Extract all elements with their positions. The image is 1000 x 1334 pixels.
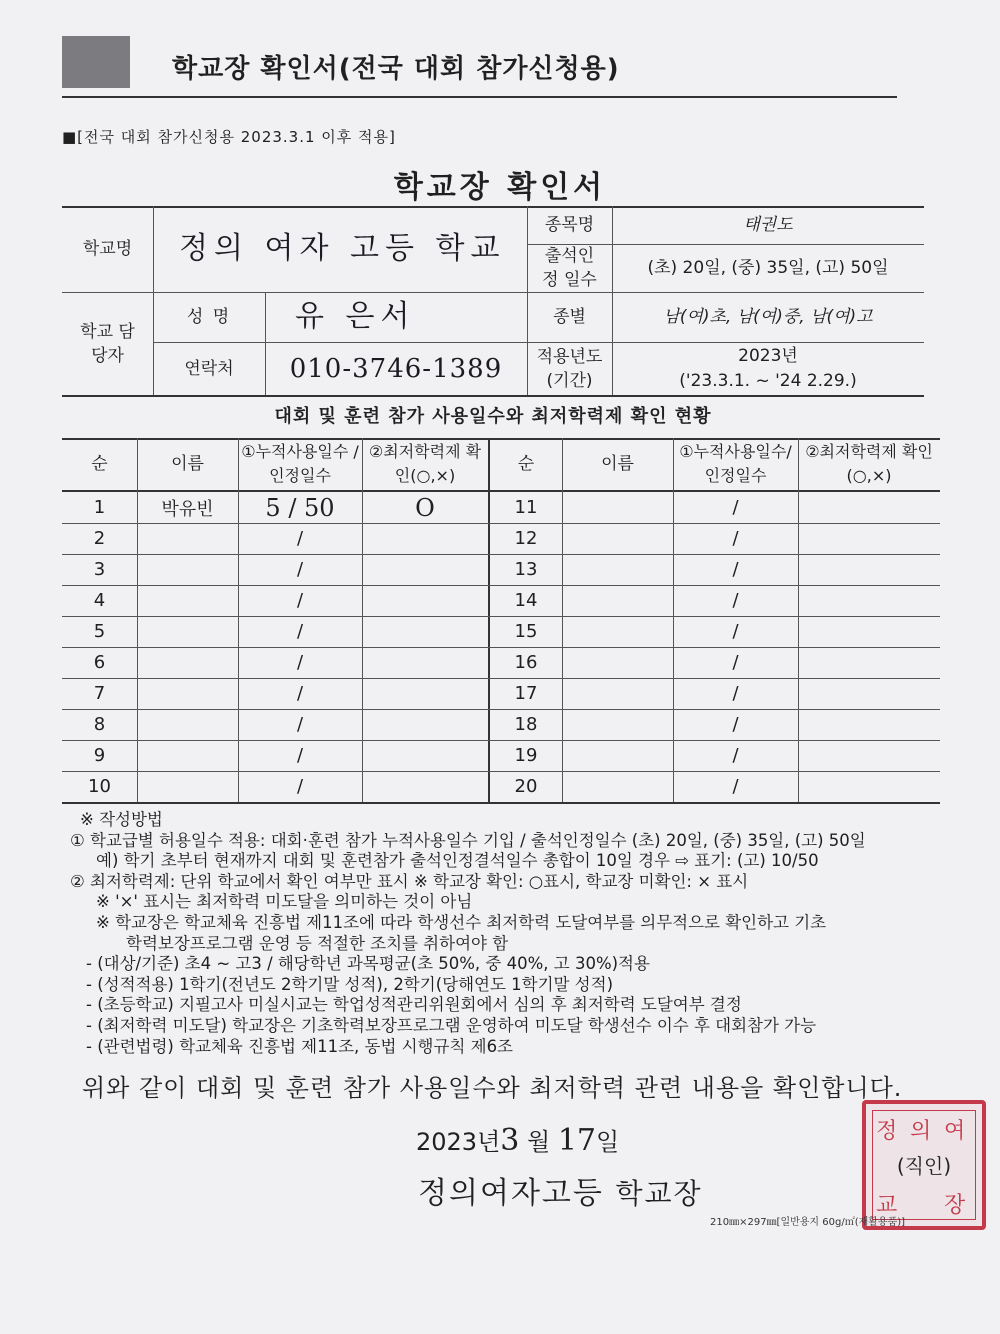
note-line: ※ 작성방법 <box>80 810 163 829</box>
note-line: ※ '×' 표시는 최저학력 미도달을 의미하는 것이 아님 <box>96 892 473 912</box>
header-title: 학교장 확인서(전국 대회 참가신청용) <box>172 54 620 84</box>
seal-label: (직인) <box>896 1154 952 1178</box>
row-check <box>362 616 488 647</box>
note-line: ② 최저학력제: 단위 학교에서 확인 여부만 표시 ※ 학교장 확인: ○표시, 학교장 미확인: × 표시 <box>70 871 749 891</box>
confirmation-text: 위와 같이 대회 및 훈련 참가 사용일수와 최저학력 관련 내용을 확인합니다. <box>82 1074 903 1102</box>
row-number: 6 <box>93 652 106 673</box>
row-days: / <box>296 745 304 766</box>
row-check: O <box>415 493 435 522</box>
row-name <box>137 771 238 802</box>
row-number: 17 <box>514 683 538 704</box>
row-days: / <box>732 497 739 518</box>
date-year: 2023년 <box>416 1128 501 1156</box>
principal-school: 정의여자고등 <box>418 1176 604 1211</box>
header-no: 순 <box>91 454 108 474</box>
note-line: 학력보장프로그램 운영 등 적절한 조치를 취하여야 함 <box>126 933 509 953</box>
school-label: 학교명 <box>82 239 133 259</box>
row-number: 10 <box>88 776 111 797</box>
header-days-right: ①누적사용일수/ 인정일수 <box>679 442 792 485</box>
paper-spec: 210㎜×297㎜[일반용지 60g/㎡(재활용품)] <box>710 1217 906 1228</box>
note-line: - (관련법령) 학교체육 진흥법 제11조, 동법 시행규칙 제6조 <box>86 1036 513 1056</box>
date-month-unit: 월 <box>527 1128 551 1156</box>
year-value: 2023년 <box>738 346 798 366</box>
row-number: 5 <box>93 621 106 642</box>
row-days: / <box>296 714 304 735</box>
row-check <box>362 678 488 709</box>
header-no-right: 순 <box>517 454 535 474</box>
official-seal: 정 의 여 교 장 (직인) <box>862 1100 986 1230</box>
header-name-right: 이름 <box>601 454 634 474</box>
row-check <box>362 647 488 678</box>
period-value: ('23.3.1. ~ '24 2.29.) <box>679 371 857 391</box>
row-name <box>137 616 238 647</box>
row-days: / <box>296 528 304 549</box>
note-line: - (최저학력 미도달) 학교장은 기초학력보장프로그램 운영하여 미도달 학생선수 이수 후 대회참가 가능 <box>86 1015 817 1035</box>
row-days: / <box>296 683 304 704</box>
row-days: / <box>296 559 304 580</box>
row-number: 20 <box>514 776 538 797</box>
row-days: 5 / 50 <box>265 493 335 522</box>
row-days: / <box>732 590 739 611</box>
subheader: ■[전국 대회 참가신청용 2023.3.1 이후 적용] <box>62 128 396 146</box>
row-check <box>362 554 488 585</box>
row-days: / <box>732 714 739 735</box>
row-days: / <box>732 652 739 673</box>
sport-value: 태권도 <box>743 215 793 235</box>
header-days: ①누적사용일수 /인정일수 <box>241 442 359 485</box>
contact-value: 010-3746-1389 <box>289 353 503 384</box>
row-name <box>137 740 238 771</box>
row-number: 16 <box>514 652 538 673</box>
note-line: ※ 학교장은 학교체육 진흥법 제11조에 따라 학생선수 최저학력 도달여부를 의무적으로 확인하고 기초 <box>96 912 827 932</box>
row-number: 14 <box>514 590 538 611</box>
writing-instructions <box>70 810 950 1057</box>
header-check-right: ②최저학력제 확인(○,×) <box>805 442 933 485</box>
row-days: / <box>732 559 739 580</box>
date-month: 3 <box>500 1123 520 1158</box>
row-number: 4 <box>93 590 106 611</box>
row-name <box>137 709 238 740</box>
row-number: 7 <box>93 683 106 704</box>
row-days: / <box>732 528 739 549</box>
principal-title: 학교장 <box>615 1177 703 1210</box>
row-check <box>362 740 488 771</box>
row-days: / <box>732 745 739 766</box>
note-line: ① 학교급별 허용일수 적용: 대회·훈련 참가 누적사용일수 기입 / 출석인정일수 (초) 20일, (중) 35일, (고) 50일 <box>70 830 866 850</box>
contact-label: 연락처 <box>184 358 234 379</box>
gender-value: 남(여)초, 남(여)중, 남(여)고 <box>663 307 873 327</box>
row-days: / <box>296 776 304 797</box>
row-name <box>137 647 238 678</box>
row-name <box>137 678 238 709</box>
row-name <box>137 585 238 616</box>
note-line: - (초등학교) 지필고사 미실시교는 학업성적관리위원회에서 심의 후 최저학력 도달여부 결정 <box>86 995 742 1015</box>
row-number: 1 <box>93 497 106 518</box>
name-label: 성 명 <box>186 307 232 327</box>
row-check <box>362 771 488 802</box>
row-check <box>362 523 488 554</box>
note-line: 예) 학기 초부터 현재까지 대회 및 훈련참가 출석인정결석일수 총합이 10일 경우 ⇨ 표기: (고) 10/50 <box>96 851 819 871</box>
row-number: 19 <box>514 745 538 766</box>
attendance-label: 출석인정 일수 <box>542 246 597 290</box>
row-days: / <box>296 621 304 642</box>
header-rule <box>62 96 897 98</box>
row-check <box>362 709 488 740</box>
row-number: 18 <box>514 714 538 735</box>
school-value: 정의 여자 고등 학교 <box>179 231 506 266</box>
date-day-unit: 일 <box>596 1128 620 1156</box>
row-number: 11 <box>514 497 538 518</box>
row-days: / <box>732 776 739 797</box>
header-name: 이름 <box>171 454 204 474</box>
row-number: 3 <box>93 559 106 580</box>
signature-date <box>416 1122 619 1158</box>
year-label: 적용년도 (기간) <box>536 346 603 391</box>
row-number: 13 <box>514 559 538 580</box>
sport-label: 종목명 <box>544 215 595 235</box>
row-number: 12 <box>514 528 538 549</box>
row-number: 15 <box>514 621 538 642</box>
row-days: / <box>732 621 739 642</box>
row-check <box>362 585 488 616</box>
name-value: 유 은서 <box>295 299 416 334</box>
row-days: / <box>296 590 304 611</box>
row-number: 9 <box>93 745 106 766</box>
manager-label: 학교 담당자 <box>80 321 135 366</box>
header-grey-block <box>62 36 130 88</box>
table-caption: 대회 및 훈련 참가 사용일수와 최저학력제 확인 현황 <box>274 406 712 427</box>
row-name: 박유빈 <box>161 498 214 520</box>
attendance-value: (초) 20일, (중) 35일, (고) 50일 <box>647 258 889 278</box>
row-number: 2 <box>93 528 106 549</box>
note-line: - (성적적용) 1학기(전년도 2학기말 성적), 2학기(당해연도 1학기말 성적) <box>86 974 614 994</box>
note-line: - (대상/기준) 초4 ~ 고3 / 해당학년 과목평균(초 50%, 중 40%, 고 30%)적용 <box>86 954 650 974</box>
row-number: 8 <box>93 714 106 735</box>
header-check: ②최저학력제 확인(○,×) <box>368 442 482 485</box>
row-name <box>137 523 238 554</box>
row-days: / <box>732 683 739 704</box>
document-title: 학교장 확인서 <box>393 170 607 205</box>
date-day: 17 <box>557 1123 597 1158</box>
gender-label: 종별 <box>553 307 586 327</box>
principal-signature <box>418 1168 703 1212</box>
row-name <box>137 554 238 585</box>
row-days: / <box>296 652 304 673</box>
